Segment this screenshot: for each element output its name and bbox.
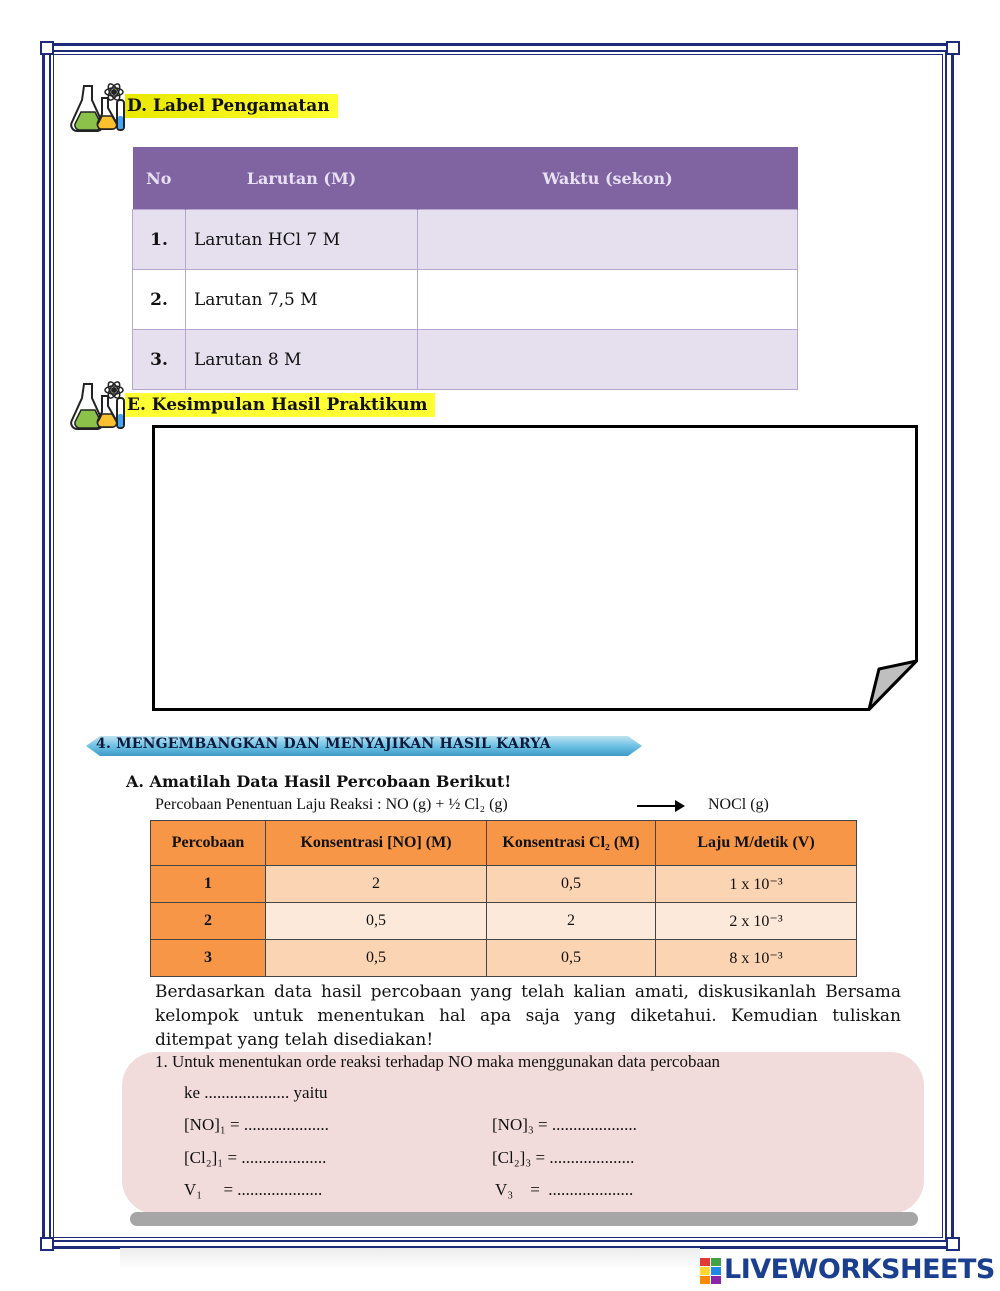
row-number: 3.	[133, 330, 186, 390]
v1-field[interactable]: V₁ = ....................	[184, 1180, 323, 1199]
table-row	[133, 210, 798, 270]
question-1-line-1: 1. Untuk menentukan orde reaksi terhadap NO maka menggunakan data percobaan	[155, 1052, 721, 1071]
conclusion-answer-box[interactable]	[152, 425, 918, 711]
reaction-product: NOCl (g)	[708, 796, 769, 813]
waktu-answer-cell[interactable]	[418, 210, 798, 270]
part-a-title: A. Amatilah Data Hasil Percobaan Berikut!	[126, 772, 512, 791]
table-row	[151, 940, 857, 977]
waktu-answer-cell[interactable]	[418, 330, 798, 390]
laju-cell: 1 x 10⁻³	[656, 866, 857, 903]
waktu-answer-cell[interactable]	[418, 270, 798, 330]
column-header-laju: Laju M/detik (V)	[656, 821, 857, 866]
section-d-title: D. Label Pengamatan	[125, 94, 338, 118]
question-1-line-2[interactable]: ke .................... yaitu	[184, 1083, 328, 1102]
konsentrasi-cl2-cell: 0,5	[487, 866, 656, 903]
konsentrasi-cl2-cell: 0,5	[487, 940, 656, 977]
border-corner	[40, 1237, 54, 1251]
konsentrasi-no-cell: 2	[266, 866, 487, 903]
section-4-title: 4. MENGEMBANGKAN DAN MENYAJIKAN HASIL KARYA	[96, 736, 551, 752]
lab-flask-icon	[70, 80, 128, 138]
table-row	[151, 903, 857, 940]
larutan-cell: Larutan HCl 7 M	[186, 210, 418, 270]
cl2-3-field[interactable]: [Cl₂]₃ = ....................	[492, 1148, 635, 1167]
percobaan-cell: 3	[151, 940, 266, 977]
reaction-arrow-icon	[637, 805, 679, 807]
v3-field[interactable]: V₃ = ....................	[495, 1180, 634, 1199]
reaction-label: Percobaan Penentuan Laju Reaksi : NO (g) + ½ Cl₂ (g)	[155, 796, 508, 813]
liveworksheets-brand: LIVEWORKSHEETS	[724, 1254, 995, 1285]
no1-field[interactable]: [NO]₁ = ....................	[184, 1115, 329, 1134]
table-row	[133, 270, 798, 330]
row-number: 2.	[133, 270, 186, 330]
border-corner	[40, 41, 54, 55]
larutan-cell: Larutan 8 M	[186, 330, 418, 390]
percobaan-cell: 2	[151, 903, 266, 940]
table-row	[133, 330, 798, 390]
observation-table	[132, 147, 798, 390]
konsentrasi-no-cell: 0,5	[266, 940, 487, 977]
row-number: 1.	[133, 210, 186, 270]
column-header-konsentrasi-cl2: Konsentrasi Cl₂ (M)	[487, 821, 656, 866]
table-row	[151, 866, 857, 903]
liveworksheets-logo-icon	[700, 1256, 722, 1286]
column-header-waktu: Waktu (sekon)	[418, 147, 798, 210]
larutan-cell: Larutan 7,5 M	[186, 270, 418, 330]
lab-flask-icon	[70, 378, 128, 436]
no3-field[interactable]: [NO]₃ = ....................	[492, 1115, 637, 1134]
bottom-shadow	[120, 1248, 700, 1270]
konsentrasi-no-cell: 0,5	[266, 903, 487, 940]
column-header-konsentrasi-no: Konsentrasi [NO] (M)	[266, 821, 487, 866]
section-e-title: E. Kesimpulan Hasil Praktikum	[125, 393, 435, 417]
konsentrasi-cl2-cell: 2	[487, 903, 656, 940]
column-header-percobaan: Percobaan	[151, 821, 266, 866]
border-corner	[946, 1237, 960, 1251]
laju-cell: 2 x 10⁻³	[656, 903, 857, 940]
cl2-1-field[interactable]: [Cl₂]₁ = ....................	[184, 1148, 327, 1167]
instructions-paragraph: Berdasarkan data hasil percobaan yang telah kalian amati, diskusikanlah Bersama kelompok untuk menentukan hal apa saja yang diketahui. Kemudian tuliskan ditempat yang telah disediakan!	[155, 982, 901, 1050]
column-header-no: No	[133, 147, 186, 210]
column-header-larutan: Larutan (M)	[186, 147, 418, 210]
question-box-shadow	[130, 1212, 918, 1226]
reaction-arrow-head-icon	[675, 800, 685, 812]
experiment-table	[150, 820, 857, 977]
laju-cell: 8 x 10⁻³	[656, 940, 857, 977]
border-corner	[946, 41, 960, 55]
percobaan-cell: 1	[151, 866, 266, 903]
